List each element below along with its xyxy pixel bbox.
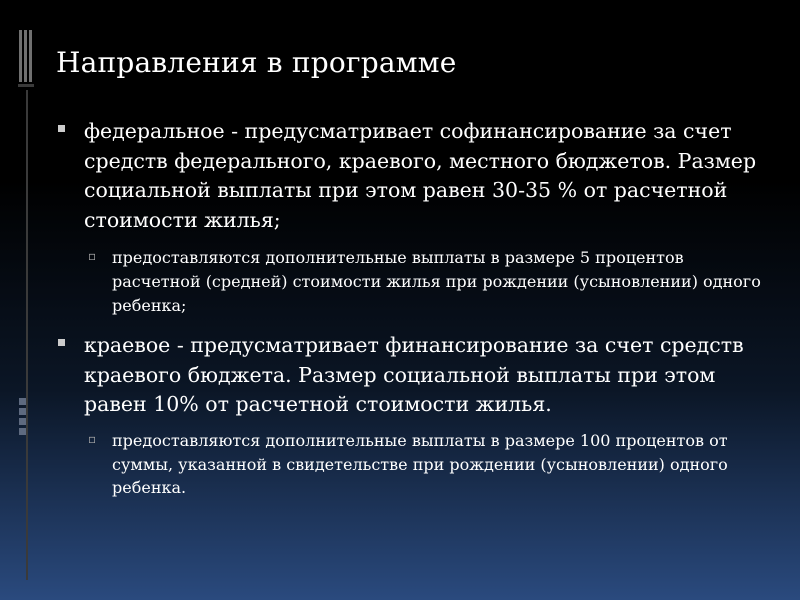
sub-bullet-item-federal <box>88 246 776 317</box>
square-bullet-icon <box>58 339 65 346</box>
bullet-text: краевое - предусматривает финансирование за счет средств краевого бюджета. Размер социальной выплаты при этом равен 10% от расчетной стоимости жилья. <box>84 333 744 417</box>
bullet-item-regional <box>56 331 776 420</box>
sub-bullet-text: предоставляются дополнительные выплаты в размере 5 процентов расчетной (средней) стоимости жилья при рождении (усыновлении) одного ребенка; <box>112 248 761 315</box>
slide-title: Направления в программе <box>56 46 457 79</box>
small-square-bullet-icon: ▫ <box>88 249 97 264</box>
decor-line <box>26 90 28 580</box>
decor-square <box>19 408 26 415</box>
left-edge-decoration <box>0 0 34 600</box>
decor-square <box>19 398 26 405</box>
decor-bar <box>18 84 34 87</box>
decor-bar <box>24 30 27 82</box>
bullet-list <box>56 117 776 500</box>
decor-bar <box>19 30 22 82</box>
bullet-text: федеральное - предусматривает софинансирование за счет средств федерального, краевого, местного бюджетов. Размер социальной выплаты при этом равен 30-35 % от расчетной стоимости жилья; <box>84 119 757 232</box>
sub-bullet-text: предоставляются дополнительные выплаты в размере 100 процентов от суммы, указанной в свидетельстве при рождении (усыновлении) одного ребенка. <box>112 430 728 498</box>
small-square-bullet-icon: ▫ <box>88 431 97 446</box>
decor-bar <box>29 30 32 82</box>
bullet-item-federal <box>56 117 776 235</box>
decor-square <box>19 428 26 435</box>
decor-square <box>19 418 26 425</box>
sub-bullet-item-regional <box>88 429 776 500</box>
square-bullet-icon <box>58 125 65 132</box>
